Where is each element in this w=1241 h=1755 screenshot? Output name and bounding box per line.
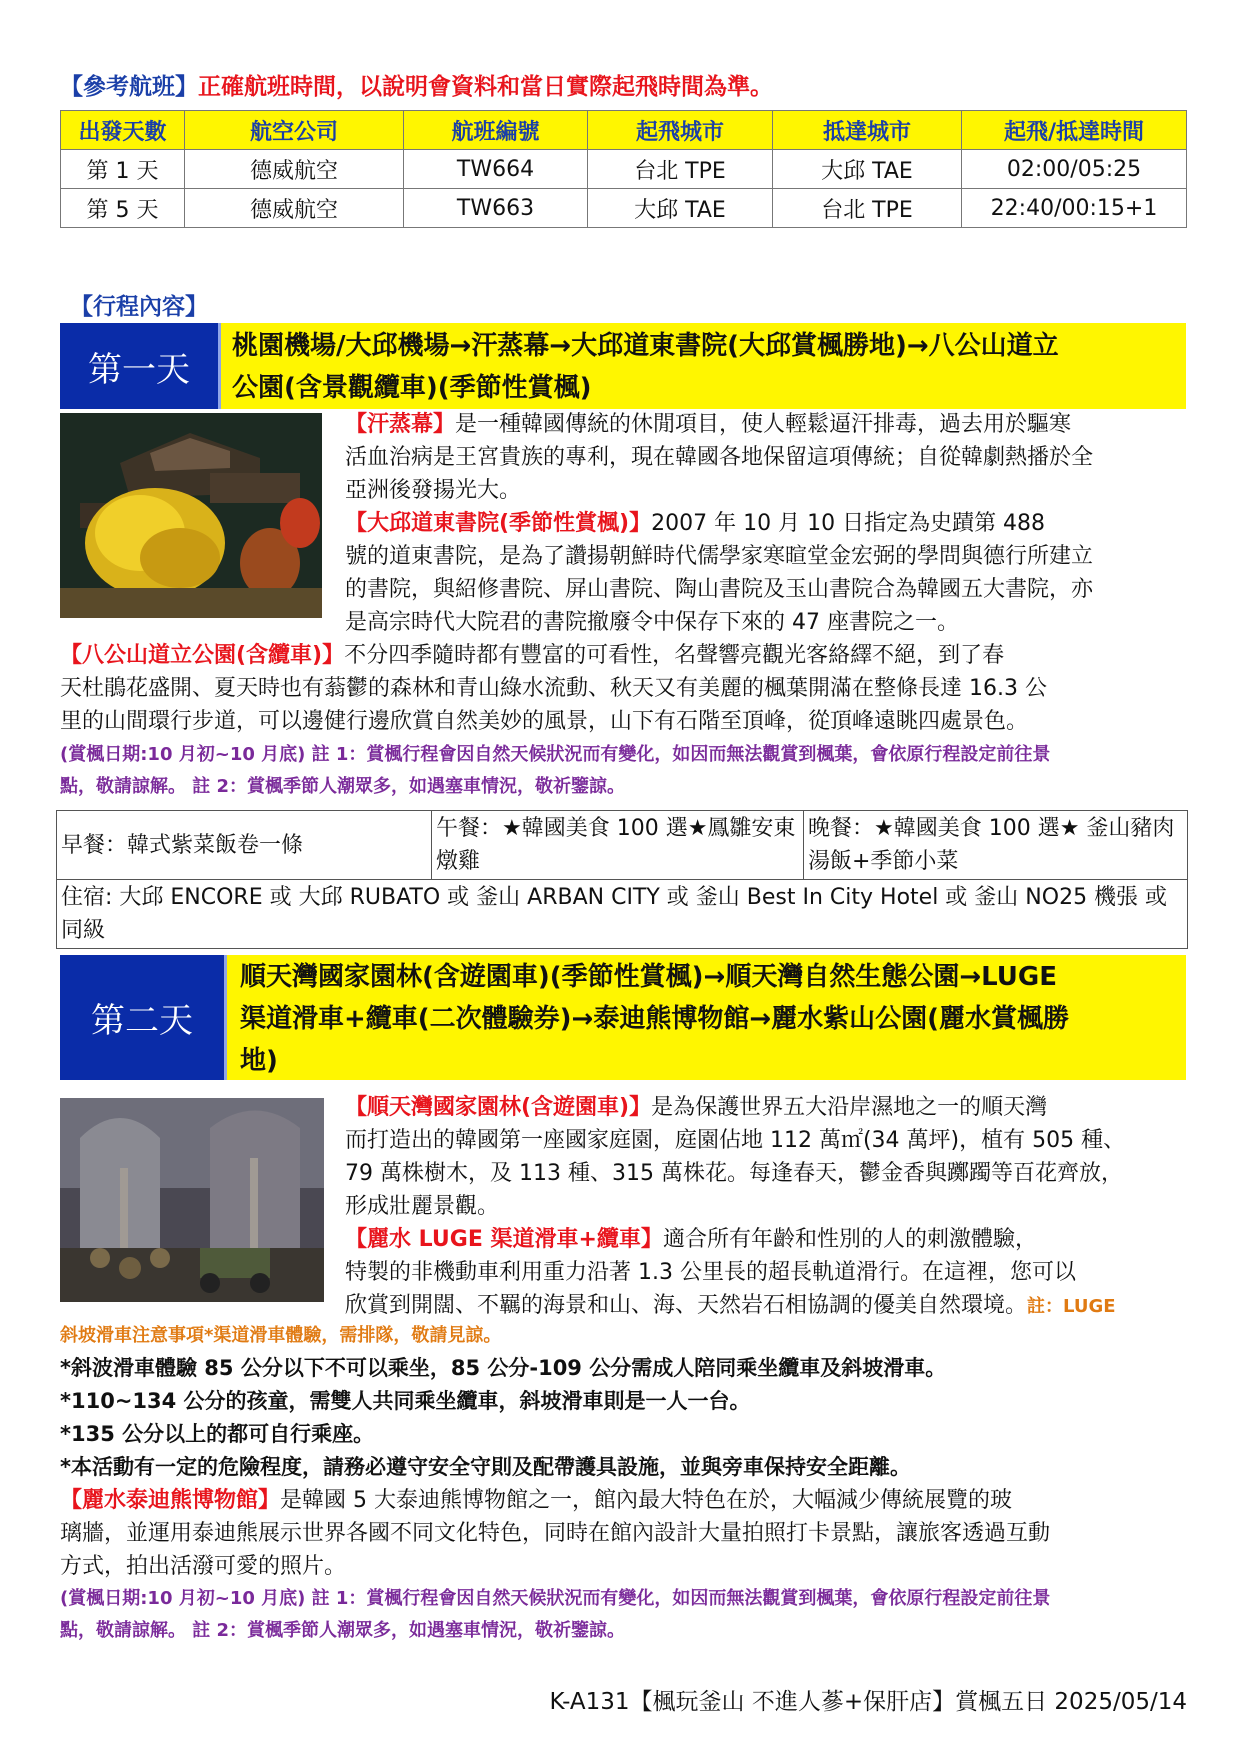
day1-note [60, 739, 1190, 803]
rule-line: *110~134 公分的孩童，需雙人共同乘坐纜車，斜坡滑車則是一人一台。 [60, 1389, 751, 1413]
paragraph-line: 而打造出的韓國第一座國家庭園，庭園佔地 112 萬㎡(34 萬坪)，植有 505 種、 [345, 1128, 1126, 1153]
dinner-cell: 晚餐：★韓國美食 100 選★ 釜山豬肉湯飯+季節小菜 [804, 811, 1188, 880]
paragraph-line: 特製的非機動車利用重力沿著 1.3 公里長的超長軌道滑行。在這裡，您可以 [345, 1260, 1076, 1285]
note-line: (賞楓日期:10 月初~10 月底) 註 1：賞楓行程會因自然天候狀況而有變化，如因而無法觀賞到楓葉，會依原行程設定前往景 [60, 744, 1051, 765]
col-header: 抵達城市 [773, 111, 962, 150]
day2-badge: 第二天 [60, 955, 227, 1080]
day2-text-full [60, 1484, 1187, 1583]
day2-photo [60, 1098, 324, 1302]
hotel-cell: 住宿: 大邱 ENCORE 或 大邱 RUBATO 或 釜山 ARBAN CITY 或 釜山 Best In City Hotel 或 釜山 NO25 機張 或同級 [57, 880, 1188, 949]
day1-badge: 第一天 [60, 323, 221, 409]
paragraph-line: 亞洲後發揚光大。 [345, 478, 522, 503]
note-line: 點，敬請諒解。 註 2：賞楓季節人潮眾多，如遇塞車情況，敬祈鑒諒。 [60, 776, 626, 797]
paragraph-line: 形成壯麗景觀。 [345, 1194, 500, 1219]
day2-header [60, 955, 1186, 1080]
breakfast-cell: 早餐：韓式紫菜飯卷一條 [57, 811, 432, 880]
luge-note: 註：LUGE [1027, 1296, 1116, 1317]
attraction-title: 【麗水 LUGE 渠道滑車+纜車】 [345, 1227, 663, 1252]
day1-header [60, 323, 1186, 409]
paragraph-line: 是一種韓國傳統的休閒項目，使人輕鬆逼汗排毒，過去用於驅寒 [455, 412, 1072, 437]
flight-note: 正確航班時間，以說明會資料和當日實際起飛時間為準。 [198, 74, 773, 100]
paragraph-line: 活血治病是王宮貴族的專利，現在韓國各地保留這項傳統；自從韓劇熱播於全 [345, 445, 1094, 470]
day1-text-full [60, 639, 1187, 738]
attraction-title: 【大邱道東書院(季節性賞楓)】 [345, 511, 652, 536]
day1-route [232, 325, 1182, 409]
day1-photo-art [60, 413, 322, 618]
table-cell: 台北 TPE [773, 189, 962, 228]
rule-line: *斜波滑車體驗 85 公分以下不可以乘坐，85 公分-109 公分需成人陪同乘坐纜車及斜坡滑車。 [60, 1356, 947, 1380]
table-row [61, 189, 1187, 228]
table-cell: 第 1 天 [61, 150, 185, 189]
table-row [61, 150, 1187, 189]
paragraph-line: 2007 年 10 月 10 日指定為史蹟第 488 [651, 511, 1046, 536]
route-line: 公園(含景觀纜車)(季節性賞楓) [232, 373, 592, 403]
day2-text-block [345, 1091, 1187, 1323]
col-header: 航空公司 [185, 111, 404, 150]
paragraph-line: 79 萬株樹木，及 113 種、315 萬株花。每逢春天，鬱金香與躑躅等百花齊放， [345, 1161, 1123, 1186]
attraction-title: 【順天灣國家園林(含遊園車)】 [345, 1095, 652, 1120]
flight-table-header [61, 111, 1187, 150]
table-cell: 德威航空 [185, 189, 404, 228]
table-cell: 台北 TPE [588, 150, 773, 189]
table-cell: 德威航空 [185, 150, 404, 189]
paragraph-line: 是高宗時代大院君的書院撤廢令中保存下來的 47 座書院之一。 [345, 610, 959, 635]
note-line: 點，敬請諒解。 註 2：賞楓季節人潮眾多，如遇塞車情況，敬祈鑒諒。 [60, 1620, 626, 1641]
flight-section-title [60, 68, 773, 101]
table-cell: TW663 [404, 189, 588, 228]
attraction-title: 【麗水泰迪熊博物館】 [60, 1488, 281, 1513]
paragraph-line: 天杜鵑花盛開、夏天時也有蓊鬱的森林和青山綠水流動、秋天又有美麗的楓葉開滿在整條長達 16.3 公 [60, 676, 1047, 701]
rule-line: *135 公分以上的都可自行乘座。 [60, 1422, 375, 1446]
paragraph-line: 方式，拍出活潑可愛的照片。 [60, 1554, 347, 1579]
hotel-row [57, 880, 1188, 949]
table-cell: 22:40/00:15+1 [962, 189, 1187, 228]
lunch-cell: 午餐：★韓國美食 100 選★鳳雛安東燉雞 [432, 811, 804, 880]
attraction-title: 【八公山道立公園(含纜車)】 [60, 643, 345, 668]
col-header: 出發天數 [61, 111, 185, 150]
col-header: 起飛城市 [588, 111, 773, 150]
paragraph-line: 欣賞到開闊、不羈的海景和山、海、天然岩石相協調的優美自然環境。 [345, 1293, 1028, 1318]
note-line: (賞楓日期:10 月初~10 月底) 註 1：賞楓行程會因自然天候狀況而有變化，如因而無法觀賞到楓葉，會依原行程設定前往景 [60, 1588, 1051, 1609]
attraction-title: 【汗蒸幕】 [345, 412, 456, 437]
paragraph-line: 里的山間環行步道，可以邊健行邊欣賞自然美妙的風景，山下有石階至頂峰，從頂峰遠眺四處景色。 [60, 709, 1029, 734]
route-line: 桃園機場/大邱機場→汗蒸幕→大邱道東書院(大邱賞楓勝地)→八公山道立 [232, 331, 1059, 361]
day2-route [240, 956, 1184, 1082]
itinerary-title: 【行程內容】 [70, 294, 208, 320]
route-line: 渠道滑車+纜車(二次體驗券)→泰迪熊博物館→麗水紫山公園(麗水賞楓勝 [240, 1004, 1070, 1034]
paragraph-line: 是韓國 5 大泰迪熊博物館之一，館內最大特色在於，大幅減少傳統展覽的玻 [280, 1488, 1013, 1513]
col-header: 起飛/抵達時間 [962, 111, 1187, 150]
day1-meals-table [56, 810, 1188, 949]
day2-photo-art [60, 1098, 324, 1302]
paragraph-line: 不分四季隨時都有豐富的可看性，名聲響亮觀光客絡繹不絕，到了春 [344, 643, 1005, 668]
luge-rules [60, 1352, 1190, 1484]
meals-row [57, 811, 1188, 880]
paragraph-line: 適合所有年齡和性別的人的刺激體驗， [662, 1227, 1037, 1252]
route-line: 地) [240, 1046, 278, 1076]
paragraph-line: 璃牆，並運用泰迪熊展示世界各國不同文化特色，同時在館內設計大量拍照打卡景點，讓旅客透過互動 [60, 1521, 1051, 1546]
table-cell: 大邱 TAE [588, 189, 773, 228]
table-cell: 大邱 TAE [773, 150, 962, 189]
route-line: 順天灣國家園林(含遊園車)(季節性賞楓)→順天灣自然生態公園→LUGE [240, 962, 1057, 992]
paragraph-line: 的書院，與紹修書院、屏山書院、陶山書院及玉山書院合為韓國五大書院，亦 [345, 577, 1094, 602]
table-cell: TW664 [404, 150, 588, 189]
flight-table [60, 110, 1187, 228]
paragraph-line: 號的道東書院，是為了讚揚朝鮮時代儒學家寒暄堂金宏弼的學問與德行所建立 [345, 544, 1094, 569]
day1-photo [60, 413, 322, 618]
col-header: 航班編號 [404, 111, 588, 150]
table-cell: 02:00/05:25 [962, 150, 1187, 189]
paragraph-line: 是為保護世界五大沿岸濕地之一的順天灣 [651, 1095, 1048, 1120]
rule-line: *本活動有一定的危險程度，請務必遵守安全守則及配帶護具設施，並與旁車保持安全距離。 [60, 1455, 911, 1479]
day2-note [60, 1583, 1190, 1647]
page-footer: K-A131【楓玩釜山 不進人蔘+保肝店】賞楓五日 2025/05/14 [549, 1689, 1187, 1715]
flight-tag: 【參考航班】 [60, 74, 198, 100]
table-cell: 第 5 天 [61, 189, 185, 228]
luge-note-line: 斜坡滑車注意事項*渠道滑車體驗，需排隊，敬請見諒。 [60, 1325, 502, 1346]
day1-text-block [345, 408, 1187, 639]
